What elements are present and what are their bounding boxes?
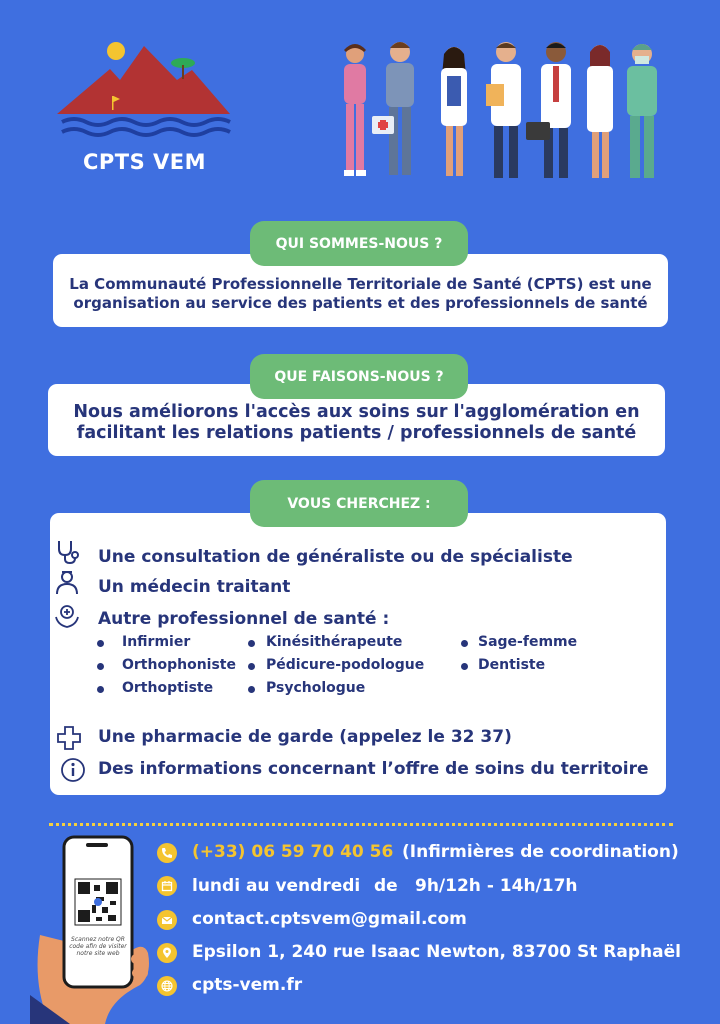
phone-screen-caption: Scannez notre QR code afin de visiter notre site web — [69, 936, 127, 957]
profession-item: Psychologue — [266, 680, 366, 696]
bullet — [248, 686, 255, 693]
profession-item: Pédicure-podologue — [266, 657, 425, 673]
doctor-icon — [54, 569, 80, 595]
section-title-vous-cherchez: VOUS CHERCHEZ : — [250, 480, 468, 527]
card-vous-cherchez — [50, 513, 666, 795]
bullet — [97, 686, 104, 693]
profession-item: Orthoptiste — [122, 680, 214, 696]
card-text-line: Nous améliorons l'accès aux soins sur l'agglomération en — [73, 402, 640, 422]
email-icon — [157, 910, 177, 930]
bullet — [248, 640, 255, 647]
search-item-medecin-traitant: Un médecin traitant — [98, 577, 291, 597]
bullet — [97, 640, 104, 647]
search-item-consultation: Une consultation de généraliste ou de spécialiste — [98, 547, 573, 567]
profession-item: Dentiste — [478, 657, 546, 673]
bullet — [97, 663, 104, 670]
info-icon — [60, 757, 86, 783]
calendar-icon — [157, 876, 177, 896]
search-item-pharmacie: Une pharmacie de garde (appelez le 32 37) — [98, 727, 512, 747]
card-text-line: organisation au service des patients et des professionnels de santé — [73, 294, 648, 312]
bullet — [461, 663, 468, 670]
stethoscope-icon — [54, 539, 80, 565]
search-item-autre-professionnel: Autre professionnel de santé : — [98, 609, 390, 629]
card-text-line: La Communauté Professionnelle Territoriale de Santé (CPTS) est une — [69, 275, 652, 293]
contact-phone[interactable]: (+33) 06 59 70 40 56 — [192, 842, 394, 862]
profession-item: Sage-femme — [478, 634, 578, 650]
phone-icon — [157, 843, 177, 863]
contact-hours-de: de — [374, 876, 398, 896]
contact-hours-times: 9h/12h - 14h/17h — [415, 876, 578, 896]
section-title-que-faisons-nous: QUE FAISONS-NOUS ? — [250, 354, 468, 399]
phone-qr-illustration — [30, 835, 160, 1024]
healthcare-staff-illustration — [330, 36, 670, 188]
card-text-line: facilitant les relations patients / professionnels de santé — [76, 423, 637, 443]
profession-item: Orthophoniste — [122, 657, 236, 673]
profession-item: Kinésithérapeute — [266, 634, 403, 650]
location-pin-icon — [157, 943, 177, 963]
dotted-divider — [49, 823, 673, 826]
bullet — [461, 640, 468, 647]
pharmacy-cross-icon — [56, 725, 82, 751]
section-title-qui-sommes-nous: QUI SOMMES-NOUS ? — [250, 221, 468, 266]
globe-icon — [157, 976, 177, 996]
contact-phone-note: (Infirmières de coordination) — [402, 842, 679, 862]
search-item-informations: Des informations concernant l’offre de soins du territoire — [98, 759, 649, 779]
bullet — [248, 663, 255, 670]
profession-item: Infirmier — [122, 634, 191, 650]
contact-email[interactable]: contact.cptsvem@gmail.com — [192, 909, 467, 929]
contact-address: Epsilon 1, 240 rue Isaac Newton, 83700 St Raphaël — [192, 942, 681, 962]
contact-website[interactable]: cpts-vem.fr — [192, 975, 303, 995]
care-hands-icon — [54, 603, 80, 629]
contact-hours-days: lundi au vendredi — [192, 876, 361, 896]
logo-text: CPTS VEM — [82, 150, 207, 174]
